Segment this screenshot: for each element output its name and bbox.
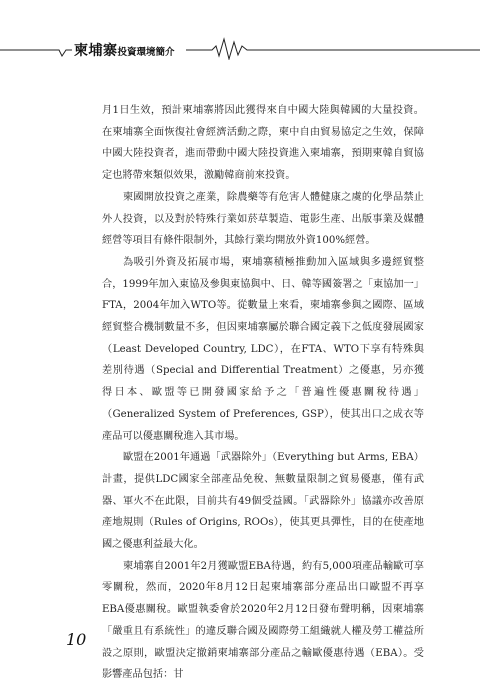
paragraph-2: 柬國開放投資之產業，除農藥等有危害人體健康之虞的化學品禁止外人投資，以及對於特殊行業如菸草製造、電影生產、出版事業及媒體經營等項目有條件限制外，其餘行業均開放外資100%經營。 <box>102 191 424 247</box>
page-number: 10 <box>66 630 87 649</box>
body-text <box>102 100 424 686</box>
paragraph-4: 歐盟在2001年通過「武器除外」（Everything but Arms, EBA）計畫，提供LDC國家全部產品免稅、無數量限制之貿易優惠，僅有武器、軍火不在此限，目前共有49個受益國。「武器除外」協議亦改善原產地規則（Rules of Origins, ROOs），使其更具彈性，目的在使產地國之優惠利益最大化。 <box>102 452 424 551</box>
header-title <box>74 40 175 60</box>
header-title-sub: 投資環境簡介 <box>117 47 175 58</box>
paragraph-5: 柬埔寨自2001年2月獲歐盟EBA待遇，約有5,000項產品輸歐可享零關稅，然而，2020年8月12日起柬埔寨部分產品出口歐盟不再享EBA優惠關稅。歐盟執委會於2020年2月12日發布聲明稱，因柬埔寨「嚴重且有系統性」的違反聯合國及國際勞工組織就人權及勞工權益所設之原則，歐盟決定撤銷柬埔寨部分產品之輸歐優惠待遇（EBA）。受影響產品包括：甘 <box>102 560 424 681</box>
page-header <box>0 36 480 60</box>
paragraph-3: 為吸引外資及拓展市場，柬埔寨積極推動加入區域與多邊經貿整合，1999年加入東協及參與東協與中、日、韓等國簽署之「東協加一」FTA，2004年加入WTO等。從數量上來看，柬埔寨參與之國際、區域經貿整合機制數量不多，但因柬埔寨屬於聯合國定義下之低度發展國家（Least Developed Country, LDC），在FTA、WTO下享有特殊與差別待遇（Special and Differential Treatment）之優惠，另亦獲得日本、歐盟等已開發國家給予之「普遍性優惠關稅待遇」（Generalized System of Preferences, GSP），使其出口之成衣等產品可以優惠關稅進入其市場。 <box>102 256 424 442</box>
header-title-main: 柬埔寨 <box>74 43 118 59</box>
heartbeat-line-icon <box>0 36 480 60</box>
paragraph-1: 月1日生效，預計柬埔寨將因此獲得來自中國大陸與韓國的大量投資。在柬埔寨全面恢復社會經濟活動之際，柬中自由貿易協定之生效，保障中國大陸投資者，進而帶動中國大陸投資進入柬埔寨，預期柬韓自貿協定也將帶來類似效果，激勵韓商前來投資。 <box>102 105 424 182</box>
